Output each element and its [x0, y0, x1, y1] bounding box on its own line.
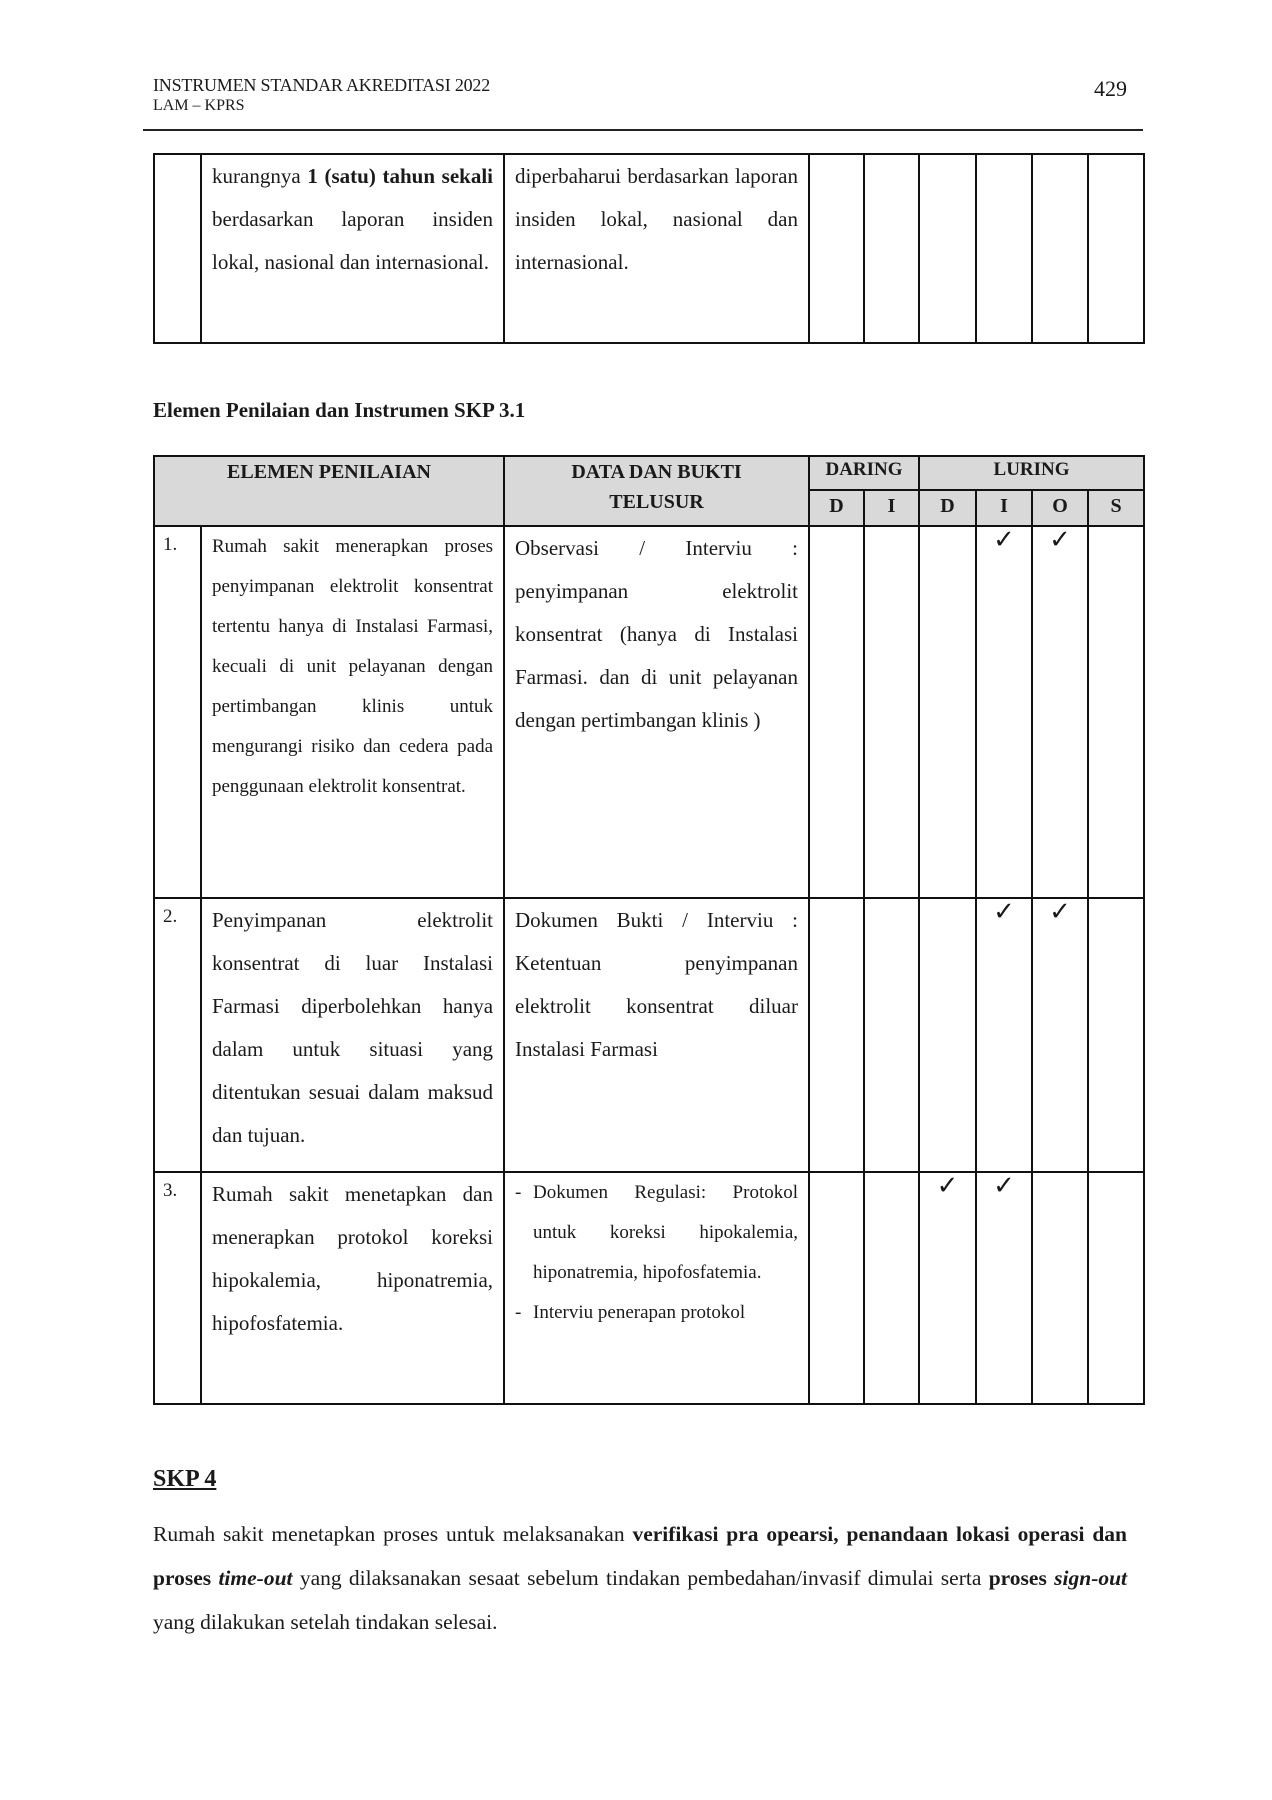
emphasis-text: proses — [988, 1566, 1055, 1590]
text-run: yang dilakukan setelah tindakan selesai. — [153, 1610, 498, 1634]
table-row — [154, 1172, 1144, 1404]
check-icon: ✓ — [1049, 525, 1071, 555]
header-luring: LURING — [919, 456, 1144, 490]
text-run: Rumah sakit menetapkan proses untuk melaksanakan — [153, 1522, 633, 1546]
section-title: Elemen Penilaian dan Instrumen SKP 3.1 — [153, 398, 526, 422]
header-elemen-penilaian: ELEMEN PENILAIAN — [154, 456, 504, 526]
elemen-text — [202, 155, 503, 284]
check-cell-luring-s — [1088, 1172, 1144, 1404]
bullet-item — [515, 1173, 798, 1293]
check-cell-luring-d — [919, 526, 976, 898]
elemen-text: Penyimpanan elektrolit konsentrat di luar Instalasi Farmasi diperbolehkan hanya dalam untuk situasi yang ditentukan sesuai dalam maksud dan tujuan. — [212, 908, 494, 1147]
check-cell-luring-o — [1032, 526, 1088, 898]
text-run: kurangnya — [212, 164, 308, 188]
row-number-cell — [154, 898, 201, 1172]
row-number: 1. — [163, 534, 178, 555]
skp4-paragraph — [153, 1512, 1127, 1644]
emphasis-italic-text: sign-out — [1054, 1566, 1128, 1590]
bullet-item — [515, 1293, 798, 1333]
text-run: yang dilaksanakan sesaat sebelum tindakan pembedahan/invasif dimulai serta — [292, 1566, 989, 1590]
check-cell-luring-s — [1088, 154, 1144, 343]
subheader-luring-d: D — [919, 490, 976, 526]
row-number: 3. — [163, 1180, 178, 1201]
row-number: 2. — [163, 906, 178, 927]
bullet-text: Dokumen Regulasi: Protokol untuk koreksi hipokalemia, hiponatremia, hipofosfatemia. — [533, 1182, 799, 1283]
table-row — [154, 898, 1144, 1172]
page-number: 429 — [1094, 76, 1127, 101]
check-cell-daring-d — [809, 1172, 864, 1404]
check-icon: ✓ — [1049, 897, 1071, 927]
header-daring: DARING — [809, 456, 919, 490]
data-text: diperbaharui berdasarkan laporan insiden lokal, nasional dan internasional. — [515, 164, 798, 274]
table-header-row — [154, 456, 1144, 490]
elemen-cell — [201, 526, 504, 898]
check-cell-daring-i — [864, 526, 919, 898]
skp31-table — [153, 455, 1145, 1405]
check-cell-daring-d — [809, 154, 864, 343]
text-run: berdasarkan laporan insiden lokal, nasional dan internasional. — [212, 207, 493, 274]
check-cell-luring-o — [1032, 154, 1088, 343]
check-cell-luring-i — [976, 154, 1032, 343]
table-row — [154, 526, 1144, 898]
subheader-luring-o: O — [1032, 490, 1088, 526]
check-cell-luring-o — [1032, 898, 1088, 1172]
data-bullet-list — [505, 1173, 808, 1333]
bullet-marker: - — [515, 1182, 522, 1203]
emphasis-italic-text: time-out — [218, 1566, 293, 1590]
subheader-luring-s: S — [1088, 490, 1144, 526]
check-cell-luring-d — [919, 154, 976, 343]
check-icon: ✓ — [993, 897, 1015, 927]
header-divider — [143, 129, 1143, 131]
page-header — [153, 74, 1143, 116]
check-cell-luring-d — [919, 898, 976, 1172]
row-number-cell — [154, 154, 201, 343]
check-cell-daring-d — [809, 898, 864, 1172]
data-cell — [504, 898, 809, 1172]
emphasis-text: verifikasi pra opearsi, penandaan lokasi operasi dan proses — [153, 1522, 1127, 1590]
subheader-daring-d: D — [809, 490, 864, 526]
data-text: Dokumen Bukti / Interviu : Ketentuan penyimpanan elektrolit konsentrat diluar Instalasi Farmasi — [515, 908, 799, 1061]
check-cell-luring-i — [976, 1172, 1032, 1404]
check-icon: ✓ — [993, 1171, 1015, 1201]
document-title: INSTRUMEN STANDAR AKREDITASI 2022 — [153, 75, 491, 95]
document-subtitle: LAM – KPRS — [153, 97, 245, 114]
emphasis-text: 1 (satu) tahun sekali — [307, 164, 494, 188]
check-cell-daring-i — [864, 898, 919, 1172]
elemen-cell — [201, 1172, 504, 1404]
data-cell — [504, 154, 809, 343]
check-cell-daring-i — [864, 154, 919, 343]
check-cell-luring-o — [1032, 1172, 1088, 1404]
subheader-daring-i: I — [864, 490, 919, 526]
elemen-text: Rumah sakit menetapkan dan menerapkan protokol koreksi hipokalemia, hiponatremia, hipofosfatemia. — [212, 1182, 494, 1335]
check-cell-luring-i — [976, 526, 1032, 898]
check-cell-luring-s — [1088, 526, 1144, 898]
check-cell-luring-s — [1088, 898, 1144, 1172]
check-cell-luring-d — [919, 1172, 976, 1404]
subheader-luring-i: I — [976, 490, 1032, 526]
data-text: Observasi / Interviu : penyimpanan elektrolit konsentrat (hanya di Instalasi Farmasi. dan di unit pelayanan dengan pertimbangan klinis ) — [515, 536, 799, 732]
row-number-cell — [154, 1172, 201, 1404]
check-cell-daring-d — [809, 526, 864, 898]
bullet-marker: - — [515, 1302, 522, 1323]
bullet-text: Interviu penerapan protokol — [533, 1302, 746, 1323]
header-data-bukti: DATA DAN BUKTI TELUSUR — [504, 456, 809, 526]
data-cell — [504, 1172, 809, 1404]
skp4-heading: SKP 4 — [153, 1466, 217, 1492]
elemen-text: Rumah sakit menerapkan proses penyimpanan elektrolit konsentrat tertentu hanya di Instalasi Farmasi, kecuali di unit pelayanan dengan pertimbangan klinis untuk mengurangi risiko dan cedera pada penggunaan elektrolit konsentrat. — [212, 536, 494, 797]
check-cell-daring-i — [864, 1172, 919, 1404]
table-row — [154, 154, 1144, 343]
continuation-table — [153, 153, 1145, 344]
row-number-cell — [154, 526, 201, 898]
check-cell-luring-i — [976, 898, 1032, 1172]
data-cell — [504, 526, 809, 898]
check-icon: ✓ — [936, 1171, 959, 1201]
elemen-cell — [201, 898, 504, 1172]
elemen-cell — [201, 154, 504, 343]
check-icon: ✓ — [993, 525, 1015, 555]
